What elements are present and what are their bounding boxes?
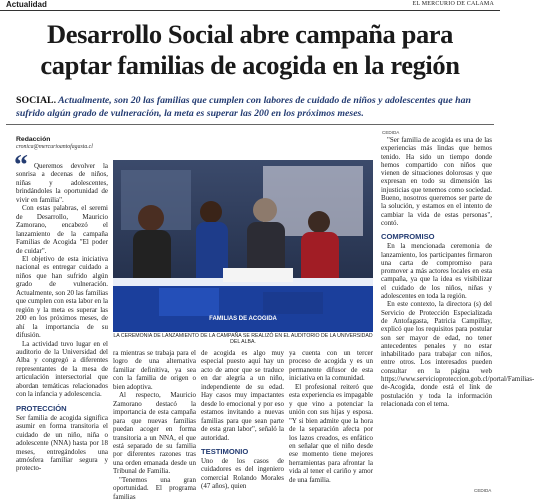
ceremony-photo-illustration [113, 160, 373, 332]
subheading-testimonio: TESTIMONIO [201, 446, 249, 456]
article-paragraph: El objetivo de esta iniciativa nacional es entregar cuidado a niños que han sufrido algún grado de vulneración. Actualmente, son 20 las familias que cumplen con esta labor en la región y la meta es superar las 200 en los próximos meses, de ahí la importancia de su difusión. [16, 254, 108, 340]
headline [6, 19, 494, 81]
article-paragraph: Uno de los casos de cuidadores es del ingeniero comercial Rolando Morales (47 años), quien [201, 456, 284, 491]
article-column-3 [201, 349, 284, 491]
quote-mark-icon: “ [14, 150, 28, 181]
article-paragraph: Queremos devolver la sonrisa a decenas de niños, niñas y adolescentes, brindándoles la oportunidad de vivir en familia". [16, 162, 108, 204]
subheading-proteccion: PROTECCIÓN [16, 403, 67, 413]
headline-line-2: captar familias de acogida en la región [40, 50, 460, 80]
section-label: Actualidad [6, 0, 47, 9]
article-paragraph: ya cuenta con un tercer proceso de acogida y es un permanente difusor de esta iniciativa en la comunidad. [289, 349, 373, 383]
byline-email: cronica@mercurioantofagasta.cl [16, 144, 93, 150]
photo-caption: LA CEREMONIA DE LANZAMIENTO DE LA CAMPAÑA SE REALIZÓ EN EL AUDITORIO DE LA UNIVERSIDAD DEL ALBA. [113, 333, 373, 345]
newspaper-masthead: EL MERCURIO DE CALAMA [412, 1, 494, 7]
article-paragraph: En este contexto, la directora (s) del Servicio de Protección Especializada de Antofagasta, Patricia Campillay, explicó que los requisitos para postular son ser mayor de edad, no tener antecedentes penales y no estar inhabilitado para trabajar con niños, entre otros. Los interesados pueden consultar en la página web https://www.servicioproteccion.gob.cl/portal/Familias-de-Acogida, donde está el link de postulación y toda la información relacionada con el tema. [381, 300, 534, 408]
byline-author: Redacción [16, 136, 51, 143]
lead-kicker: SOCIAL. [16, 95, 57, 106]
photo-credit-bottom: CEDIDA [474, 488, 492, 493]
divider [6, 124, 494, 125]
article-paragraph: El profesional reiteró que esta experiencia es impagable y que vino a potenciar la unión con sus hijas y esposa. "Y si bien admite que la hora de la separación afecta por los lazos creados, es enfático en señalar que el niño desde ese momento tiene mejores herramientas para afrontar la vida al tener el cariño y amor de una familia. [289, 382, 373, 484]
article-paragraph: Con estas palabras, el seremi de Desarrollo, Mauricio Zamorano, encabezó el lanzamiento de la campaña Familias de Acogida "El poder de cuidar". [16, 204, 108, 255]
article-paragraph: En la mencionada ceremonia de lanzamiento, los participantes firmaron una carta de compromiso para promover a más actores locales en esta campaña, ya que la idea es visibilizar el cuidado de los niños, niñas y adolescentes en toda la región. [381, 242, 492, 301]
article-column-1 [16, 162, 108, 473]
article-paragraph: Ser familia de acogida significa asumir en forma transitoria el cuidado de un niño, niña o adolescente (NNA) hasta por 18 meses, entregándoles una atmósfera familiar segura y protecto- [16, 413, 108, 473]
article-paragraph: Al respecto, Mauricio Zamorano destacó la importancia de esta campaña para que nuevas familias puedan acoger en forma transitoria a un NNA, el que está separado de su familia por diferentes razones tras una orden emanada desde un Tribunal de Familia. [113, 391, 196, 476]
article-paragraph: La actividad tuvo lugar en el auditorio de la Universidad del Alba y congregó a diferentes representantes de la mesa de articulación intersectorial que abordan temáticas relacionados con la infancia y adolescencia. [16, 339, 108, 399]
event-photo [113, 160, 373, 332]
headline-line-1: Desarrollo Social abre campaña para [46, 19, 454, 49]
article-paragraph: "Tenemos una gran oportunidad. El programa familias [113, 475, 196, 501]
article-column-4 [289, 349, 373, 484]
subheading-compromiso: COMPROMISO [381, 232, 435, 242]
article-paragraph: de acogida es algo muy especial puesto aquí hay un acto de amor que se traduce en dar alegría a un niño, independiente de su edad. Hay casos muy impactantes desde lo emocional y por eso estamos invitando a nuevas familias para que sean parte de esta gran labor", señaló la autoridad. [201, 349, 284, 442]
lead-paragraph [16, 95, 492, 120]
article-paragraph: ra mientras se trabaja para el logro de una alternativa familiar definitiva, ya sea con la familia de origen o bien adoptiva. [113, 349, 196, 391]
photo-credit: CEDIDA [382, 130, 400, 135]
lead-text: Actualmente, son 20 las familias que cumplen con labores de cuidado de niños y adolescentes que han sufrido algún grado de vulneración, la meta es superar las 200 en los próximos meses. [16, 95, 471, 119]
article-column-2 [113, 349, 196, 501]
banner-text: FAMILIAS DE ACOGIDA [209, 316, 277, 322]
top-bar [0, 0, 500, 11]
article-paragraph: "Ser familia de acogida es una de las experiencias más lindas que hemos tenido. Ha sido un tiempo donde hemos compartido con niños que vienen de situaciones dolorosas y que expresan en todo su dimensión las injusticias que tenemos como sociedad. Bueno, nosotros queremos ser parte de la solución, y estamos en el intento de cambiar la vida de estas personas", contó. [381, 136, 492, 227]
article-column-5 [381, 136, 534, 408]
